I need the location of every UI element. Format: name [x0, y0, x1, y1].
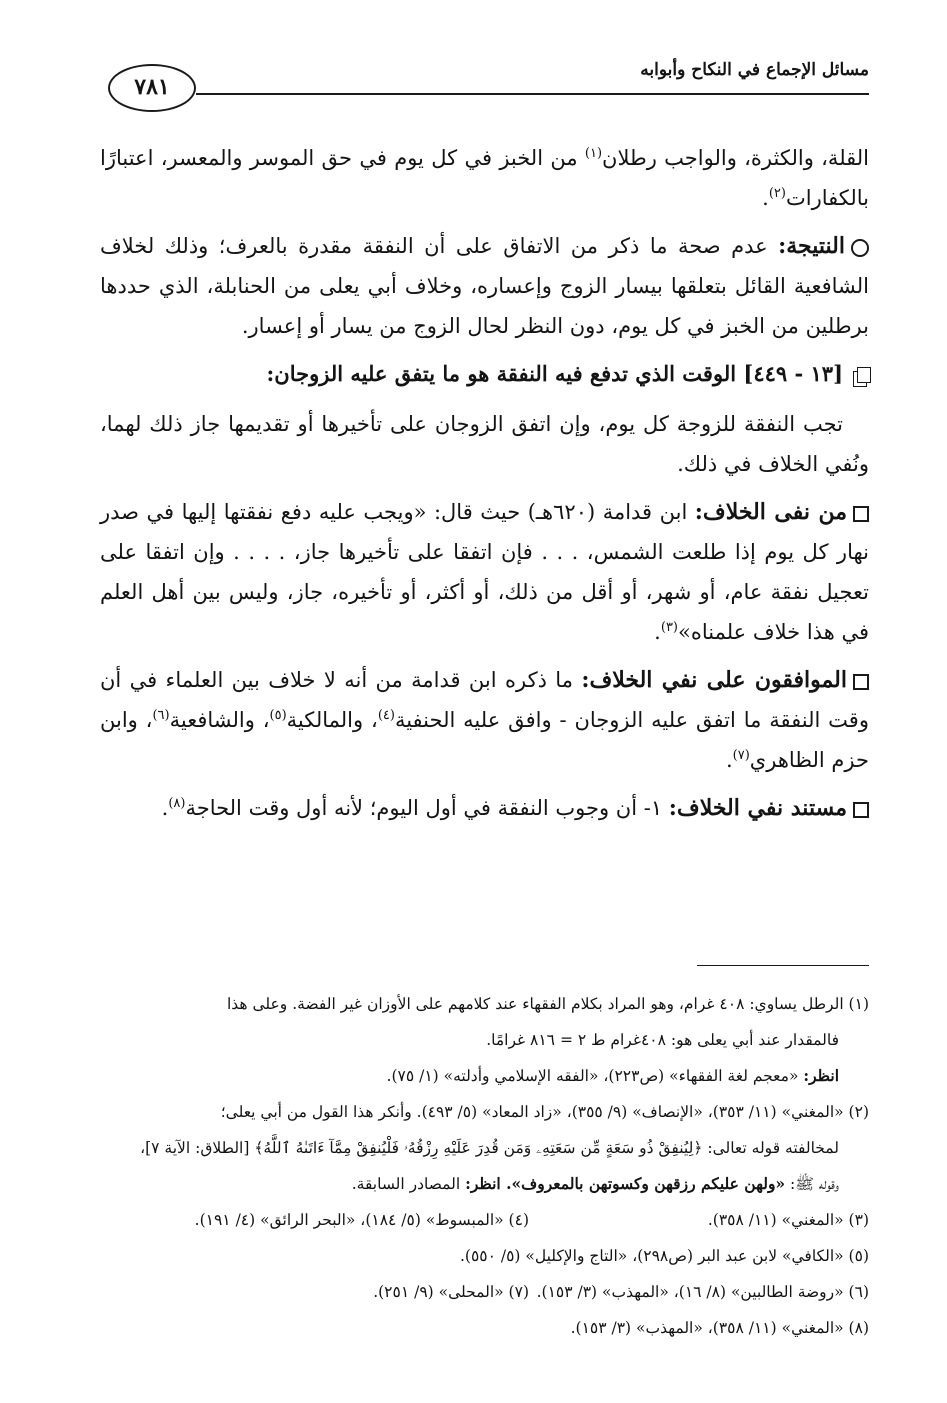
paragraph-agreeing — [100, 660, 869, 780]
footnote-1-sources: «معجم لغة الفقهاء» (ص٢٢٣)، «الفقه الإسلامي وأدلته» (١/ ٧٥). — [386, 1067, 804, 1085]
see-label: انظر: — [803, 1066, 839, 1085]
footnote-1-cont: فالمقدار عند أبي يعلى هو: ٤٠٨غرام ط ٢ = ٨١٦ غرامًا. — [486, 1031, 839, 1049]
footnote-4: (٤) «المبسوط» (٥/ ١٨٤)، «البحر الرائق» (٤/ ١٩١). — [194, 1211, 529, 1229]
paragraph-basis — [100, 788, 869, 828]
text-run: . — [161, 796, 169, 820]
running-title: مسائل الإجماع في النكاح وأبوابه — [640, 60, 869, 80]
result-label: النتيجة: — [778, 233, 845, 259]
paragraph-continuation — [100, 138, 869, 218]
text-run: وقوله ﷺ: — [785, 1175, 839, 1193]
footnote-row — [100, 1274, 869, 1310]
footnote-1-refs — [100, 1058, 869, 1094]
text-run: المصادر السابقة. — [351, 1175, 466, 1193]
square-bullet-icon — [853, 674, 869, 690]
footnote-ref[interactable]: (٣) — [660, 620, 678, 635]
page-number: ٧٨١ — [108, 64, 196, 112]
footnote-7: (٧) «المحلى» (٩/ ٢٥١). — [373, 1283, 529, 1301]
text-run: . — [725, 748, 733, 772]
footnote-ref[interactable]: (٥) — [269, 708, 287, 723]
text-run: القلة، والكثرة، والواجب رطلان — [602, 146, 869, 170]
section-heading — [100, 354, 869, 394]
negator-label: من نفى الخلاف: — [694, 499, 847, 525]
text-run: ، وابن حزم الظاهري — [100, 708, 869, 772]
footnote-8: (٨) «المغني» (١١/ ٣٥٨)، «المهذب» (٣/ ١٥٣). — [570, 1319, 869, 1337]
footnote-2-verse: لمخالفته قوله تعالى: ﴿لِيُنفِقْ ذُو سَعَةٍ مِّن سَعَتِهِۦ وَمَن قُدِرَ عَلَيْهِ رِزْقُهُۥ فَلْيُنفِقْ مِمَّآ ءَاتَىٰهُ ٱللَّهُ﴾ [الطلاق: الآية ٧]، — [140, 1139, 839, 1157]
text-run: من الخبز في كل يوم في حق الموسر والمعسر، اعتبارًا بالكفارات — [100, 146, 869, 210]
document-icon — [853, 367, 869, 385]
square-bullet-icon — [853, 802, 869, 818]
footnote-1: (١) الرطل يساوي: ٤٠٨ غرام، وهو المراد بكلام الفقهاء عند كلامهم على الأوزان غير الفضة. وعلى هذا — [226, 995, 869, 1013]
square-bullet-icon — [853, 506, 869, 522]
footnote-ref[interactable]: (٧) — [732, 748, 750, 763]
agreeing-label: الموافقون على نفي الخلاف: — [581, 667, 847, 693]
footnote-ref[interactable]: (٢) — [768, 186, 786, 201]
footnote-ref[interactable]: (٦) — [152, 708, 170, 723]
section-number: [١٣ - ٤٤٩] — [743, 361, 843, 386]
footnote-ref[interactable]: (٨) — [168, 796, 186, 811]
hadith-text: «ولهن عليكم رزقهن وكسوتهن بالمعروف». انظر: — [465, 1174, 786, 1193]
text-run: ما ذكره ابن قدامة من أنه لا خلاف بين العلماء في أن وقت النفقة ما اتفق عليه الزوجان - وافق عليه الحنفية — [100, 668, 869, 732]
section-title: الوقت الذي تدفع فيه النفقة هو ما يتفق عليه الزوجان: — [266, 361, 744, 386]
footnote-row — [100, 1202, 869, 1238]
footnote-2-hadith — [100, 1166, 869, 1202]
text-run: ، والشافعية — [169, 708, 270, 732]
text-run: . — [654, 620, 661, 644]
footnote-6: (٦) «روضة الطالبين» (٨/ ١٦)، «المهذب» (٣/ ١٥٣). — [536, 1283, 869, 1301]
footnote-separator — [697, 965, 869, 966]
basis-label: مستند نفي الخلاف: — [668, 795, 847, 821]
footnote-5: (٥) «الكافي» لابن عبد البر (ص٢٩٨)، «التاج والإكليل» (٥/ ٥٥٠). — [459, 1247, 869, 1265]
circle-bullet-icon — [851, 239, 869, 257]
header-rule — [196, 93, 869, 95]
text-run: ١- أن وجوب النفقة في أول اليوم؛ لأنه أول وقت الحاجة — [185, 796, 669, 820]
text-run: ، والمالكية — [286, 708, 378, 732]
footnote-3: (٣) «المغني» (١١/ ٣٥٨). — [707, 1211, 869, 1229]
footnote-ref[interactable]: (٤) — [377, 708, 395, 723]
paragraph-negator — [100, 492, 869, 652]
result-text: عدم صحة ما ذكر من الاتفاق على أن النفقة مقدرة بالعرف؛ وذلك لخلاف الشافعية القائل بتعلقها بيسار الزوج وإعساره، وخلاف أبي يعلى من الحنابلة، الذي حددها برطلين من الخبز في كل يوم، دون النظر لحال الزوج من يسار أو إعسار. — [100, 234, 869, 338]
text-run: . — [762, 186, 769, 210]
text-run: ابن قدامة (٦٢٠هـ) حيث قال: «ويجب عليه دفع نفقتها إليها في صدر نهار كل يوم إذا طلعت الشمس، . . . فإن اتفقا على تأخيرها جاز، . . . . وإن اتفقا على تعجيل نفقة عام، أو شهر، أو أقل من ذلك، أو أكثر، أو تأخيره، جاز، وليس بين أهل العلم في هذا خلاف علمناه» — [100, 500, 869, 644]
paragraph-intro: تجب النفقة للزوجة كل يوم، وإن اتفق الزوجان على تأخيرها أو تقديمها جاز ذلك لهما، ونُفي الخلاف في ذلك. — [100, 412, 869, 476]
main-text — [100, 138, 869, 836]
footnote-2: (٢) «المغني» (١١/ ٣٥٣)، «الإنصاف» (٩/ ٣٥٥)، «زاد المعاد» (٥/ ٤٩٣). وأنكر هذا القول من أبي يعلى؛ — [220, 1103, 869, 1121]
paragraph-result — [100, 226, 869, 346]
footnotes — [100, 986, 869, 1346]
footnote-ref[interactable]: (١) — [584, 146, 603, 161]
